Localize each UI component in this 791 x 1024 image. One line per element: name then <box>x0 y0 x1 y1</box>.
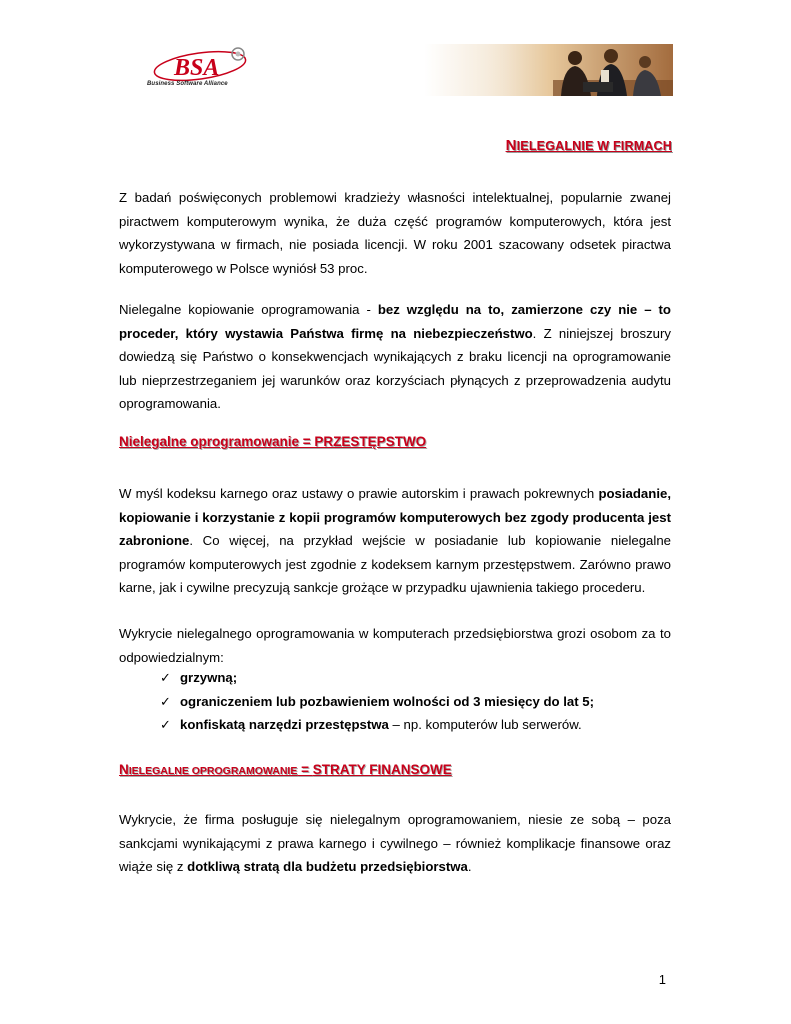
financial-paragraph: Wykrycie, że firma posługuje się nielegalnym oprogramowaniem, niesie ze sobą – poza sankcjami wynikającymi z prawa karnego i cywilnego – również komplikacje finansowe oraz wiąże się z dotkliwą stratą dla budżetu przedsiębiorstwa. <box>119 812 671 874</box>
title-first-letter: N <box>505 137 517 154</box>
budget-loss-bold: dotkliwą stratą dla budżetu przedsiębiorstwa <box>187 859 468 874</box>
list-item: ✓ ograniczeniem lub pozbawieniem wolności od 3 miesięcy do lat 5; <box>160 690 594 714</box>
piracy-warning-bold: bez względu na to, zamierzone czy nie – to proceder, który wystawia Państwa firmę na niebezpieczeństwo <box>119 302 671 341</box>
intro-paragraph: Z badań poświęconych problemowi kradzieży własności intelektualnej, popularnie zwanej piractwem komputerowym wynika, że duża część programów komputerowych, która jest wykorzystywana w firmach, nie posiada licencji. W roku 2001 szacowany odsetek piractwa komputerowego w Polsce wyniósł 53 proc. <box>119 190 671 276</box>
logo-caption: Business Software Alliance <box>147 81 228 87</box>
section-heading-crime: Nielegalne oprogramowanie = PRZESTĘPSTWO <box>119 434 427 449</box>
business-people-photo <box>483 44 673 96</box>
page-number: 1 <box>658 972 666 987</box>
checkmark-icon: ✓ <box>160 693 171 709</box>
logo-text: BSA <box>174 55 220 81</box>
list-item: ✓ grzywną; <box>160 666 594 690</box>
header-banner <box>120 44 673 96</box>
prohibition-bold: posiadanie, kopiowanie i korzystanie z kopii programów komputerowych bez zgody producenta jest zabronione <box>119 486 671 548</box>
checkmark-icon: ✓ <box>160 670 171 685</box>
piracy-warning-paragraph: Nielegalne kopiowanie oprogramowania - bez względu na to, zamierzone czy nie – to proceder, który wystawia Państwa firmę na niebezpieczeństwo. Z niniejszej broszury dowiedzą się Państwo o konsekwencjach wynikających z braku licencji na oprogramowanie lub nieprzestrzeganiem jej warunków oraz korzyściach płynących z przeprowadzenia audytu oprogramowania. <box>119 302 671 411</box>
criminal-law-paragraph: W myśl kodeksu karnego oraz ustawy o prawie autorskim i prawach pokrewnych posiadanie, kopiowanie i korzystanie z kopii programów komputerowych bez zgody producenta jest zabronione. Co więcej, na przykład wejście w posiadanie lub kopiowanie nielegalne programów komputerowych jest zgodnie z kodeksem karnym przestępstwem. Zarówno prawo karne, jak i cywilne precyzują sankcje grożące w przypadku ujawnienia takiego procederu. <box>119 486 671 595</box>
title-rest: IELEGALNIE W FIRMACH <box>516 139 672 153</box>
checkmark-icon: ✓ <box>160 717 171 732</box>
page-title <box>506 137 672 154</box>
list-item: ✓ konfiskatą narzędzi przestępstwa – np. komputerów lub serwerów. <box>160 713 594 737</box>
consequences-intro: Wykrycie nielegalnego oprogramowania w komputerach przedsiębiorstwa grozi osobom za to odpowiedzialnym: <box>119 626 671 665</box>
section-heading-financial: NIELEGALNE OPROGRAMOWANIE = STRATY FINANSOWE <box>119 762 452 777</box>
penalties-list <box>160 666 594 737</box>
